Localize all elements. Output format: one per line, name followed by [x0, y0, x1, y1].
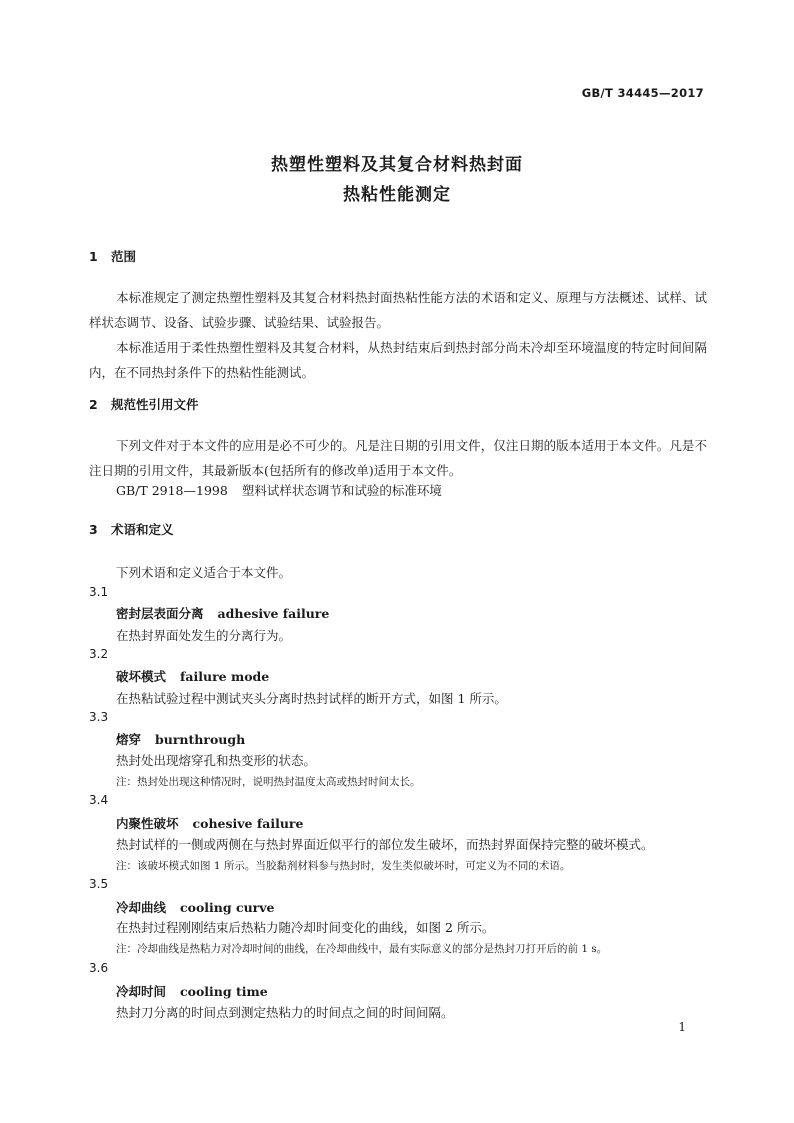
page-number: 1 [678, 1020, 686, 1034]
paragraph-text: 本标准规定了测定热塑性塑料及其复合材料热封面热粘性能方法的术语和定义、原理与方法概述、试样、试样状态调节、设备、试验步骤、试验结果、试验报告。 [89, 290, 707, 330]
section-3-heading [89, 520, 174, 538]
term-english: cohesive failure [192, 816, 304, 831]
page-title-line2: 热粘性能测定 [343, 185, 451, 205]
term-english: adhesive failure [217, 606, 330, 621]
section-number: 3 [89, 522, 98, 537]
term-note: 注：冷却曲线是热粘力对冷却时间的曲线，在冷却曲线中，最有实际意义的部分是热封刀打开后的前 1 s。 [116, 943, 608, 955]
term-chinese: 密封层表面分离 [116, 606, 204, 621]
term-chinese: 熔穿 [116, 732, 142, 747]
term-heading [116, 814, 303, 832]
term-chinese: 内聚性破坏 [116, 816, 179, 831]
term-definition: 在热粘试验过程中测试夹头分离时热封试样的断开方式，如图 1 所示。 [116, 691, 507, 706]
section-1-heading [89, 247, 136, 265]
term-number: 3.3 [89, 710, 109, 724]
normative-reference [116, 481, 442, 499]
term-chinese: 破坏模式 [116, 669, 167, 684]
section-title: 范围 [111, 249, 137, 264]
term-heading [116, 982, 268, 1000]
paragraph-text: 本标准适用于柔性热塑性塑料及其复合材料，从热封结束后到热封部分尚未冷却至环境温度的特定时间间隔内，在不同热封条件下的热粘性能测试。 [89, 340, 707, 380]
term-english: cooling curve [180, 900, 275, 915]
term-definition: 热封刀分离的时间点到测定热粘力的时间点之间的时间间隔。 [116, 1005, 454, 1020]
standard-number: GB/T 34445—2017 [581, 86, 704, 100]
term-heading [116, 667, 269, 685]
term-note: 注：热封处出现这种情况时，说明热封温度太高或热封时间太长。 [116, 776, 421, 788]
term-heading [116, 604, 329, 622]
section-title: 规范性引用文件 [111, 397, 199, 412]
term-english: failure mode [180, 669, 270, 684]
section-1-paragraph-1 [89, 285, 707, 335]
term-chinese: 冷却时间 [116, 984, 167, 999]
term-number: 3.4 [89, 793, 109, 807]
term-definition: 热封处出现熔穿孔和热变形的状态。 [116, 753, 317, 768]
term-number: 3.5 [89, 877, 109, 891]
term-definition: 热封试样的一侧或两侧在与热封界面近似平行的部位发生破坏，而热封界面保持完整的破坏模式。 [116, 837, 654, 852]
section-1-paragraph-2 [89, 335, 707, 385]
term-heading [116, 730, 245, 748]
term-chinese: 冷却曲线 [116, 900, 167, 915]
term-definition: 在热封界面处发生的分离行为。 [116, 628, 292, 643]
reference-title: 塑料试样状态调节和试验的标准环境 [241, 483, 442, 498]
term-number: 3.1 [89, 585, 109, 599]
section-number: 2 [89, 397, 98, 412]
term-english: burnthrough [155, 732, 246, 747]
reference-code: GB/T 2918—1998 [116, 483, 228, 498]
term-number: 3.2 [89, 647, 109, 661]
term-heading [116, 898, 274, 916]
term-definition: 在热封过程刚刚结束后热粘力随冷却时间变化的曲线，如图 2 所示。 [116, 920, 495, 935]
term-english: cooling time [180, 984, 268, 999]
term-note: 注：该破坏模式如图 1 所示。当胶黏剂材料参与热封时，发生类似破坏时，可定义为不同的术语。 [116, 860, 571, 872]
paragraph-text: 下列文件对于本文件的应用是必不可少的。凡是注日期的引用文件，仅注日期的版本适用于本文件。凡是不注日期的引用文件，其最新版本(包括所有的修改单)适用于本文件。 [89, 438, 707, 478]
term-number: 3.6 [89, 961, 109, 975]
section-2-paragraph-1 [89, 433, 707, 483]
section-title: 术语和定义 [111, 522, 174, 537]
section-2-heading [89, 395, 199, 413]
page-title-line1: 热塑性塑料及其复合材料热封面 [271, 155, 523, 175]
section-3-intro: 下列术语和定义适合于本文件。 [116, 565, 292, 580]
section-number: 1 [89, 249, 98, 264]
